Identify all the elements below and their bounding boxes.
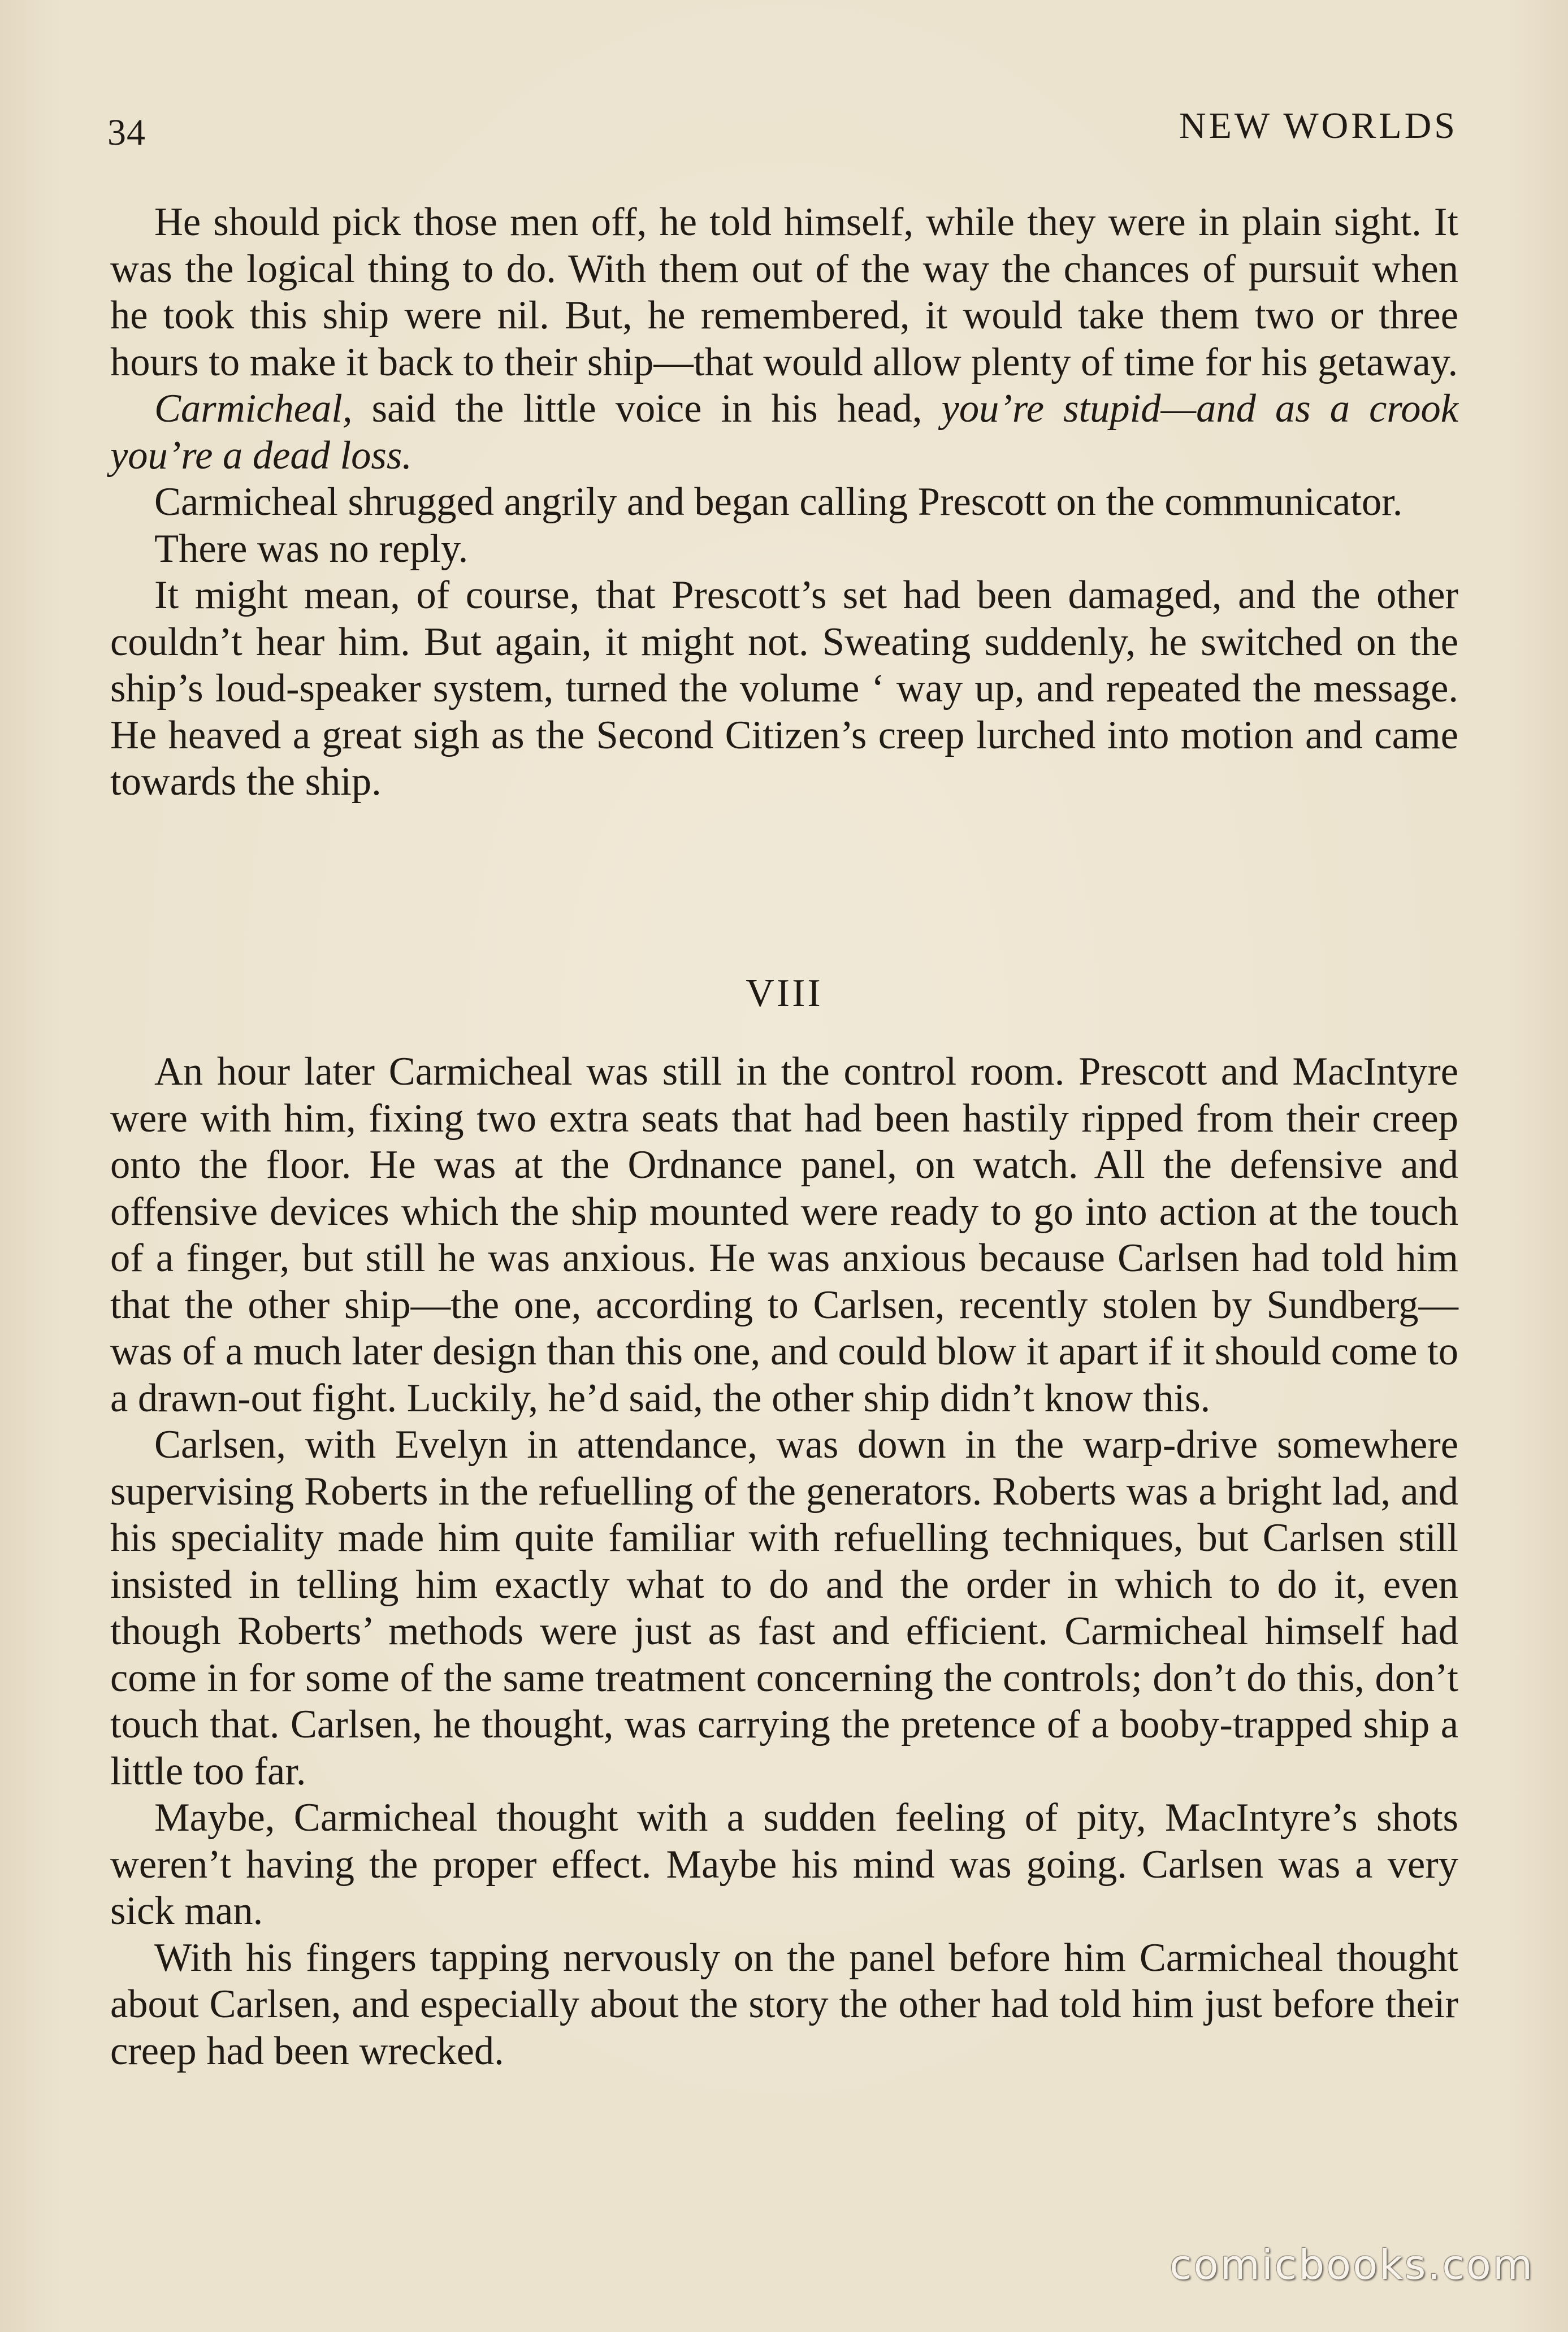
page-header (107, 105, 1458, 155)
running-head: NEW WORLDS (1179, 105, 1458, 146)
paragraph-5: It might mean, of course, that Prescott’s set had been damaged, and the other couldn’t hear him. But again, it might not. Sweating suddenly, he switched on the ship’s loud-speaker system, turned the volume ‘ way up, and repeated the message. He heaved a great sigh as the Second Citizen’s creep lurched into motion and came towards the ship. (110, 573, 1458, 804)
paragraph-8: Maybe, Carmicheal thought with a sudden feeling of pity, MacIntyre’s shots weren’t having the proper effect. Maybe his mind was going. Carlsen was a very sick man. (110, 1796, 1458, 1933)
text-block-top (110, 199, 1458, 805)
paragraph-6: An hour later Carmicheal was still in the control room. Prescott and MacIntyre were with him, fixing two extra seats that had been hastily ripped from their creep onto the floor. He was at the Ordnance panel, on watch. All the defensive and offensive devices which the ship mounted were ready to go into action at the touch of a finger, but still he was anxious. He was anxious because Carlsen had told him that the other ship—the one, according to Carlsen, recently stolen by Sundberg—was of a much later design than this one, and could blow it apart if it should come to a drawn-out fight. Luckily, he’d said, the other ship didn’t know this. (110, 1050, 1458, 1420)
paragraph-9: With his fingers tapping nervously on the panel before him Carmicheal thought about Carlsen, and especially about the story the other had told him just before their creep had been wrecked. (110, 1935, 1458, 2073)
paragraph-1: He should pick those men off, he told himself, while they were in plain sight. It was the logical thing to do. With them out of the way the chances of pursuit when he took this ship were nil. But, he remembered, it would take them two or three hours to make it back to their ship—that would allow plenty of time for his getaway. (110, 200, 1458, 384)
paragraph-2-narration: said the little voice in his head, (352, 387, 942, 431)
paragraph-7: Carlsen, with Evelyn in attendance, was down in the warp-drive somewhere supervising Roberts in the refuelling of the generators. Roberts was a bright lad, and his speciality made him quite familiar with refuelling techniques, but Carlsen still insisted in telling him exactly what to do and the order in which to do it, even though Roberts’ methods were just as fast and efficient. Carmicheal himself had come in for some of the same treatment concerning the controls; don’t do this, don’t touch that. Carlsen, he thought, was carrying the pretence of a booby-trapped ship a little too far. (110, 1423, 1458, 1793)
paragraph-2-name: Carmicheal, (154, 387, 353, 431)
paragraph-2-voice: you’re stupid—and as a crook you’re a dead loss. (110, 387, 1458, 478)
paragraph-3: Carmicheal shrugged angrily and began calling Prescott on the communicator. (154, 480, 1403, 524)
paragraph-4: There was no reply. (154, 526, 469, 571)
paragraph-2 (110, 385, 1458, 479)
page-number: 34 (107, 112, 146, 153)
text-block-bottom (110, 1048, 1458, 2074)
section-heading: VIII (746, 972, 823, 1015)
watermark: comicbooks.com (1169, 2241, 1534, 2288)
